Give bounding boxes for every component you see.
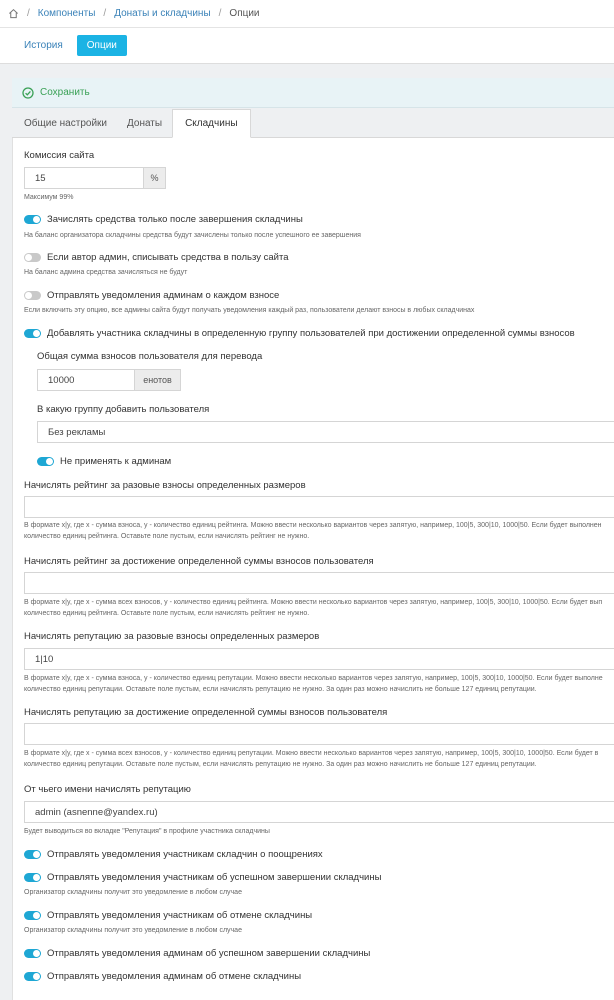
- breadcrumb-components-link[interactable]: Компоненты: [37, 8, 96, 19]
- group-sum-input[interactable]: 10000: [37, 369, 135, 391]
- rep-total-input[interactable]: [24, 723, 614, 745]
- save-button-label: Сохранить: [40, 87, 90, 98]
- add-to-group-toggle[interactable]: [24, 329, 41, 338]
- rating-total-hint-2: количество единиц рейтинга. Оставьте поле пустым, если начислять рейтинг не нужно.: [24, 610, 310, 617]
- not-admins-toggle[interactable]: [37, 457, 54, 466]
- tab-history[interactable]: История: [24, 40, 63, 51]
- save-icon: [22, 87, 34, 99]
- rating-total-input[interactable]: [24, 572, 614, 594]
- tab-options[interactable]: Опции: [77, 35, 127, 56]
- credit-after-hint: На баланс организатора складчины средства будут зачислены только после успешного ее завершения: [24, 232, 361, 239]
- notify-admins-each-hint: Если включить эту опцию, все админы сайта будут получать уведомления каждый раз, пользователи делают взносы в любых складчинах: [24, 307, 475, 314]
- notify-admins-success-toggle[interactable]: [24, 949, 41, 958]
- commission-input[interactable]: 15: [24, 167, 144, 189]
- rep-total-hint: В формате x|y, где x - сумма всех взносов, y - количество единиц репутации. Можно ввести несколько вариантов через запятую, например, 100|5, 300|10, 1000|50. Если будет в: [24, 750, 599, 757]
- credit-after-label: Зачислять средства только после завершения складчины: [47, 214, 303, 225]
- commission-addon: %: [143, 167, 166, 189]
- tab-skladchiny[interactable]: Складчины: [172, 109, 250, 138]
- settings-subtabs: [12, 108, 614, 138]
- rep-single-hint-2: количество единиц репутации. Оставьте поле пустым, если начислять репутацию не нужно. За один раз можно начислить не больше 127 единиц репутации.: [24, 686, 537, 693]
- admin-author-label: Если автор админ, списывать средства в пользу сайта: [47, 252, 289, 263]
- commission-label: Комиссия сайта: [24, 150, 95, 161]
- notify-admins-success-label: Отправлять уведомления админам об успешном завершении складчины: [47, 948, 371, 959]
- not-admins-label: Не применять к админам: [60, 456, 172, 467]
- notify-participants-rewards-label: Отправлять уведомления участникам складчин о поощрениях: [47, 849, 323, 860]
- admin-author-hint: На баланс админа средства зачисляться не будут: [24, 269, 188, 276]
- group-sum-label: Общая сумма взносов пользователя для перевода: [37, 351, 263, 362]
- notify-admins-each-toggle[interactable]: [24, 291, 41, 300]
- admin-author-toggle[interactable]: [24, 253, 41, 262]
- breadcrumb-donates-link[interactable]: Донаты и складчины: [114, 8, 211, 19]
- home-icon[interactable]: [8, 8, 19, 19]
- rep-from-input[interactable]: admin (asnenne@yandex.ru): [24, 801, 614, 823]
- breadcrumb-separator: /: [27, 8, 30, 19]
- rep-single-input[interactable]: 1|10: [24, 648, 614, 670]
- rating-total-hint: В формате x|y, где x - сумма всех взносов, y - количество единиц рейтинга. Можно ввести несколько вариантов через запятую, например, 100|5, 300|10, 1000|50. Если будет вып: [24, 599, 603, 606]
- notify-participants-success-toggle[interactable]: [24, 873, 41, 882]
- breadcrumb-separator: /: [218, 8, 222, 19]
- top-tabs: [0, 28, 614, 64]
- rep-from-hint: Будет выводиться во вкладке "Репутация" в профиле участника складчины: [24, 828, 270, 835]
- add-to-group-label: Добавлять участника складчины в определенную группу пользователей при достижении определенной суммы взносов: [47, 328, 575, 339]
- breadcrumb: [0, 0, 614, 28]
- tab-general-settings[interactable]: Общие настройки: [24, 118, 107, 129]
- notify-participants-cancel-toggle[interactable]: [24, 911, 41, 920]
- credit-after-toggle[interactable]: [24, 215, 41, 224]
- save-button[interactable]: [22, 87, 90, 99]
- group-sum-addon: енотов: [134, 369, 181, 391]
- breadcrumb-separator: /: [103, 8, 107, 19]
- rep-total-label: Начислять репутацию за достижение определенной суммы взносов пользователя: [24, 707, 388, 718]
- rating-single-hint-2: количество единиц рейтинга. Оставьте поле пустым, если начислять рейтинг не нужно.: [24, 533, 310, 540]
- save-toolbar: [12, 78, 614, 108]
- notify-participants-success-label: Отправлять уведомления участникам об успешном завершении складчины: [47, 872, 382, 883]
- group-select[interactable]: Без рекламы: [37, 421, 614, 443]
- notify-admins-cancel-toggle[interactable]: [24, 972, 41, 981]
- rating-total-label: Начислять рейтинг за достижение определенной суммы взносов пользователя: [24, 556, 374, 567]
- rating-single-hint: В формате x|y, где x - сумма взноса, y - количество единиц рейтинга. Можно ввести несколько вариантов через запятую, например, 100|5, 300|10, 1000|50. Если будет выполнен: [24, 522, 602, 529]
- rating-single-input[interactable]: [24, 496, 614, 518]
- breadcrumb-current: Опции: [229, 8, 260, 19]
- commission-hint: Максимум 99%: [24, 194, 74, 201]
- tab-donates[interactable]: Донаты: [127, 118, 163, 129]
- rating-single-label: Начислять рейтинг за разовые взносы определенных размеров: [24, 480, 306, 491]
- rep-single-label: Начислять репутацию за разовые взносы определенных размеров: [24, 631, 320, 642]
- notify-participants-cancel-hint: Организатор складчины получит это уведомление в любом случае: [24, 927, 242, 934]
- notify-participants-success-hint: Организатор складчины получит это уведомление в любом случае: [24, 889, 242, 896]
- notify-admins-each-label: Отправлять уведомления админам о каждом взносе: [47, 290, 280, 301]
- rep-single-hint: В формате x|y, где x - сумма взноса, y - количество единиц репутации. Можно ввести несколько вариантов через запятую, например, 100|5, 300|10, 1000|50. Если будет выполне: [24, 675, 603, 682]
- notify-participants-rewards-toggle[interactable]: [24, 850, 41, 859]
- rep-total-hint-2: количество единиц репутации. Оставьте поле пустым, если начислять репутацию не нужно. За один раз можно начислить не больше 127 единиц репутации.: [24, 761, 537, 768]
- notify-participants-cancel-label: Отправлять уведомления участникам об отмене складчины: [47, 910, 313, 921]
- notify-admins-cancel-label: Отправлять уведомления админам об отмене складчины: [47, 971, 302, 982]
- rep-from-label: От чьего имени начислять репутацию: [24, 784, 191, 795]
- group-select-label: В какую группу добавить пользователя: [37, 404, 210, 415]
